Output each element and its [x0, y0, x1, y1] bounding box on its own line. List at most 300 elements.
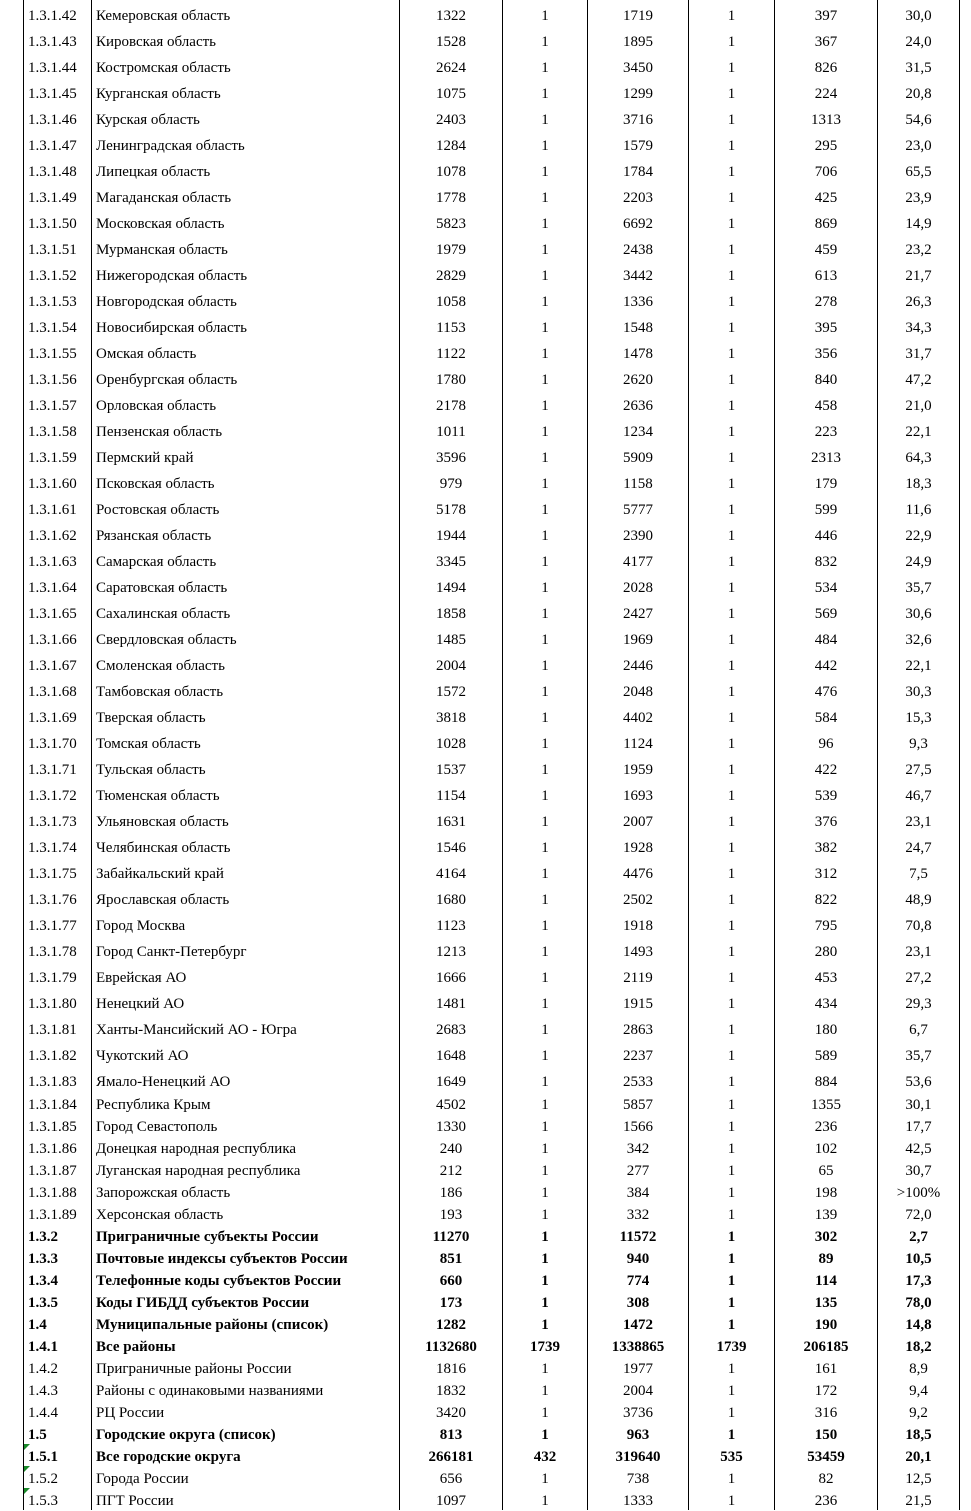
- comment-indicator-icon: [24, 1444, 30, 1450]
- cell-count-2-text: 2636: [623, 398, 653, 414]
- cell-diff-text: 458: [814, 398, 838, 414]
- cell-name-text: Запорожская область: [96, 1185, 231, 1201]
- cell-diff-text: 826: [814, 60, 838, 76]
- cell-count-1: [400, 988, 503, 1014]
- cell-percent-text: 18,2: [905, 1339, 932, 1355]
- cell-files-2: [689, 286, 775, 312]
- cell-name-text: Новгородская область: [96, 294, 237, 310]
- cell-count-2: [588, 962, 689, 988]
- cell-code-text: 1.3.1.65: [28, 606, 77, 622]
- table-row: [24, 1290, 960, 1312]
- cell-count-1: [400, 910, 503, 936]
- cell-files-2: [689, 1378, 775, 1400]
- cell-name: [92, 1378, 400, 1400]
- cell-files-1-text: 1: [541, 34, 549, 50]
- cell-files-1-text: 1: [541, 554, 549, 570]
- table-row: [24, 650, 960, 676]
- cell-count-1-text: 1282: [436, 1317, 466, 1333]
- cell-percent: [878, 728, 960, 754]
- cell-percent-text: 18,3: [905, 476, 932, 492]
- statistics-table: [23, 0, 960, 1510]
- cell-diff-text: 280: [814, 944, 838, 960]
- cell-files-1-text: 432: [533, 1449, 557, 1465]
- cell-count-1-text: 5823: [436, 216, 466, 232]
- cell-files-2-text: 1: [727, 1048, 736, 1064]
- cell-files-2: [689, 442, 775, 468]
- cell-name-text: Липецкая область: [96, 164, 211, 180]
- cell-count-2-text: 774: [626, 1273, 650, 1289]
- cell-files-2: [689, 78, 775, 104]
- cell-files-2-text: 1: [727, 710, 736, 726]
- cell-diff-text: 179: [814, 476, 838, 492]
- cell-percent-text: 23,1: [905, 814, 932, 830]
- cell-code: [24, 130, 92, 156]
- cell-name: [92, 546, 400, 572]
- cell-files-2: [689, 416, 775, 442]
- cell-percent-text: 31,5: [905, 60, 932, 76]
- cell-files-1: [503, 234, 588, 260]
- cell-files-2-text: 1: [727, 1383, 736, 1399]
- cell-code: [24, 1488, 92, 1510]
- cell-files-2-text: 1: [727, 762, 736, 778]
- cell-code: [24, 416, 92, 442]
- cell-count-2-text: 3716: [623, 112, 653, 128]
- cell-count-2: [588, 806, 689, 832]
- cell-percent: [878, 1488, 960, 1510]
- cell-percent-text: 21,5: [905, 1493, 932, 1509]
- cell-count-1: [400, 130, 503, 156]
- cell-diff: [775, 1290, 878, 1312]
- cell-files-1-text: 1: [541, 814, 549, 830]
- cell-percent-text: 30,7: [905, 1163, 932, 1179]
- cell-percent-text: 23,2: [905, 242, 932, 258]
- cell-code-text: 1.3.1.82: [28, 1048, 77, 1064]
- cell-count-1-text: 1481: [436, 996, 466, 1012]
- cell-code-text: 1.5.2: [28, 1471, 58, 1487]
- cell-code: [24, 598, 92, 624]
- cell-files-2: [689, 754, 775, 780]
- cell-code: [24, 1312, 92, 1334]
- cell-percent: [878, 1092, 960, 1114]
- cell-count-1: [400, 936, 503, 962]
- cell-percent: [878, 1114, 960, 1136]
- cell-name-text: Почтовые индексы субъектов России: [96, 1251, 348, 1267]
- cell-count-1-text: 173: [439, 1295, 463, 1311]
- table-row: [24, 754, 960, 780]
- cell-name: [92, 312, 400, 338]
- cell-files-2: [689, 312, 775, 338]
- cell-count-2-text: 1918: [623, 918, 653, 934]
- cell-count-1: [400, 442, 503, 468]
- cell-name-text: Районы с одинаковыми названиями: [96, 1383, 324, 1399]
- cell-code-text: 1.3.1.56: [28, 372, 77, 388]
- cell-diff: [775, 130, 878, 156]
- cell-percent-text: 32,6: [905, 632, 932, 648]
- cell-count-2: [588, 312, 689, 338]
- cell-diff: [775, 1422, 878, 1444]
- cell-count-2-text: 1124: [623, 736, 653, 752]
- cell-code: [24, 390, 92, 416]
- cell-name-text: Костромская область: [96, 60, 231, 76]
- cell-files-1-text: 1: [541, 866, 549, 882]
- cell-diff-text: 150: [814, 1427, 838, 1443]
- cell-code: [24, 832, 92, 858]
- cell-name: [92, 1158, 400, 1180]
- cell-code: [24, 1114, 92, 1136]
- cell-files-1-text: 1: [541, 294, 549, 310]
- cell-files-1: [503, 1444, 588, 1466]
- cell-name: [92, 520, 400, 546]
- cell-name: [92, 494, 400, 520]
- cell-files-2: [689, 858, 775, 884]
- cell-name: [92, 728, 400, 754]
- cell-files-2: [689, 546, 775, 572]
- cell-percent: [878, 1422, 960, 1444]
- cell-code-text: 1.3.1.84: [28, 1097, 77, 1113]
- table-row: [24, 260, 960, 286]
- cell-percent-text: 21,0: [905, 398, 932, 414]
- cell-count-1-text: 4164: [436, 866, 466, 882]
- cell-diff: [775, 988, 878, 1014]
- cell-count-1-text: 193: [439, 1207, 463, 1223]
- cell-percent-text: 30,3: [905, 684, 932, 700]
- cell-code: [24, 104, 92, 130]
- cell-diff-text: 223: [814, 424, 838, 440]
- cell-files-1: [503, 624, 588, 650]
- cell-count-2-text: 308: [626, 1295, 650, 1311]
- cell-name-text: Тверская область: [96, 710, 206, 726]
- table-row: [24, 1224, 960, 1246]
- cell-files-2-text: 1: [727, 1141, 736, 1157]
- cell-name-text: Ханты-Мансийский АО - Югра: [96, 1022, 297, 1038]
- cell-count-1: [400, 1378, 503, 1400]
- cell-percent-text: 10,5: [905, 1251, 932, 1267]
- cell-files-2-text: 1: [727, 632, 736, 648]
- cell-diff-text: 840: [814, 372, 838, 388]
- cell-files-2-text: 1: [727, 268, 736, 284]
- cell-count-2: [588, 988, 689, 1014]
- cell-files-1: [503, 1180, 588, 1202]
- cell-diff-text: 453: [814, 970, 838, 986]
- cell-count-1-text: 1078: [436, 164, 466, 180]
- cell-name-text: Все городские округа: [96, 1449, 241, 1465]
- cell-files-2-text: 1: [727, 242, 736, 258]
- cell-diff-text: 135: [814, 1295, 838, 1311]
- cell-files-1: [503, 104, 588, 130]
- cell-count-1-text: 1648: [436, 1048, 466, 1064]
- cell-count-1-text: 2004: [436, 658, 466, 674]
- cell-name: [92, 702, 400, 728]
- cell-diff-text: 161: [814, 1361, 838, 1377]
- cell-count-1: [400, 572, 503, 598]
- cell-count-2: [588, 624, 689, 650]
- cell-files-1-text: 1: [541, 216, 549, 232]
- cell-files-2-text: 1: [727, 190, 736, 206]
- table-row: [24, 182, 960, 208]
- cell-files-2: [689, 832, 775, 858]
- table-row: [24, 1466, 960, 1488]
- cell-count-1-text: 1058: [436, 294, 466, 310]
- cell-files-2: [689, 1334, 775, 1356]
- cell-count-2-text: 1478: [623, 346, 653, 362]
- cell-percent: [878, 338, 960, 364]
- cell-code-text: 1.3.1.45: [28, 86, 77, 102]
- cell-count-2-text: 342: [626, 1141, 650, 1157]
- table-row: [24, 156, 960, 182]
- cell-name: [92, 1356, 400, 1378]
- cell-percent: [878, 1202, 960, 1224]
- cell-code-text: 1.3.1.86: [28, 1141, 77, 1157]
- cell-count-1-text: 1284: [436, 138, 466, 154]
- cell-count-1-text: 660: [439, 1273, 463, 1289]
- cell-files-2-text: 1: [727, 1427, 736, 1443]
- cell-files-2: [689, 1488, 775, 1510]
- cell-count-2: [588, 52, 689, 78]
- cell-name-text: Кемеровская область: [96, 8, 231, 24]
- cell-files-1: [503, 1066, 588, 1092]
- cell-diff-text: 434: [814, 996, 838, 1012]
- cell-diff-text: 224: [814, 86, 838, 102]
- cell-files-1-text: 1: [541, 372, 549, 388]
- cell-code: [24, 1268, 92, 1290]
- cell-percent-text: 53,6: [905, 1074, 932, 1090]
- cell-code: [24, 494, 92, 520]
- cell-count-1-text: 1537: [436, 762, 466, 778]
- table-row: [24, 338, 960, 364]
- cell-files-1-text: 1: [541, 892, 549, 908]
- cell-count-1: [400, 1246, 503, 1268]
- cell-files-1: [503, 806, 588, 832]
- cell-name-text: Донецкая народная республика: [96, 1141, 297, 1157]
- cell-code: [24, 286, 92, 312]
- cell-code-text: 1.3.1.80: [28, 996, 77, 1012]
- cell-count-2: [588, 260, 689, 286]
- cell-files-2: [689, 1224, 775, 1246]
- cell-percent: [878, 182, 960, 208]
- cell-count-1-text: 1154: [436, 788, 466, 804]
- cell-code-text: 1.3.1.68: [28, 684, 77, 700]
- cell-diff: [775, 286, 878, 312]
- cell-diff: [775, 572, 878, 598]
- cell-name-text: Херсонская область: [96, 1207, 224, 1223]
- cell-files-1-text: 1: [541, 1163, 549, 1179]
- table-row: [24, 494, 960, 520]
- table-row: [24, 728, 960, 754]
- cell-files-1-text: 1: [541, 918, 549, 934]
- cell-code-text: 1.3.1.47: [28, 138, 77, 154]
- cell-count-1: [400, 26, 503, 52]
- cell-files-1: [503, 572, 588, 598]
- cell-count-2: [588, 1158, 689, 1180]
- cell-name-text: Самарская область: [96, 554, 217, 570]
- cell-percent-text: 72,0: [905, 1207, 932, 1223]
- cell-count-1-text: 1546: [436, 840, 466, 856]
- cell-files-2-text: 1: [727, 1251, 736, 1267]
- cell-files-2: [689, 1290, 775, 1312]
- cell-files-1: [503, 1378, 588, 1400]
- cell-files-2: [689, 1136, 775, 1158]
- cell-files-2-text: 1: [727, 866, 736, 882]
- cell-files-2-text: 1: [727, 606, 736, 622]
- cell-diff-text: 102: [814, 1141, 838, 1157]
- cell-count-1: [400, 234, 503, 260]
- cell-diff-text: 613: [814, 268, 838, 284]
- cell-name: [92, 1136, 400, 1158]
- cell-files-2: [689, 1466, 775, 1488]
- cell-diff: [775, 1246, 878, 1268]
- cell-count-2: [588, 1312, 689, 1334]
- cell-code-text: 1.4.1: [28, 1339, 58, 1355]
- cell-count-2: [588, 1466, 689, 1488]
- cell-count-2: [588, 156, 689, 182]
- cell-name: [92, 52, 400, 78]
- cell-diff-text: 376: [814, 814, 838, 830]
- cell-files-1-text: 1: [541, 788, 549, 804]
- cell-name-text: ПГТ России: [96, 1493, 174, 1509]
- cell-name: [92, 1312, 400, 1334]
- cell-code-text: 1.3.1.52: [28, 268, 77, 284]
- cell-count-2-text: 1928: [623, 840, 653, 856]
- cell-percent: [878, 1290, 960, 1312]
- cell-count-1-text: 2624: [436, 60, 466, 76]
- comment-indicator-icon: [24, 1488, 30, 1494]
- cell-files-1: [503, 130, 588, 156]
- cell-files-1: [503, 728, 588, 754]
- cell-percent: [878, 676, 960, 702]
- cell-percent: [878, 650, 960, 676]
- cell-percent: [878, 624, 960, 650]
- table-row: [24, 676, 960, 702]
- cell-files-1-text: 1: [541, 1097, 549, 1113]
- cell-files-1-text: 1: [541, 1074, 549, 1090]
- cell-count-1: [400, 676, 503, 702]
- cell-name-text: Саратовская область: [96, 580, 228, 596]
- cell-percent: [878, 156, 960, 182]
- cell-count-2: [588, 1066, 689, 1092]
- cell-diff: [775, 26, 878, 52]
- table-row: [24, 910, 960, 936]
- cell-count-2: [588, 728, 689, 754]
- cell-diff-text: 206185: [803, 1339, 849, 1355]
- cell-count-1-text: 1944: [436, 528, 466, 544]
- cell-count-2: [588, 1334, 689, 1356]
- cell-percent-text: 70,8: [905, 918, 932, 934]
- cell-diff-text: 569: [814, 606, 838, 622]
- cell-files-2-text: 1: [727, 1022, 736, 1038]
- cell-code: [24, 1136, 92, 1158]
- cell-name: [92, 260, 400, 286]
- cell-count-2-text: 5777: [623, 502, 653, 518]
- cell-code-text: 1.3.1.87: [28, 1163, 77, 1179]
- cell-count-2-text: 1566: [623, 1119, 653, 1135]
- cell-files-2-text: 1: [727, 840, 736, 856]
- cell-diff: [775, 910, 878, 936]
- cell-count-1-text: 979: [439, 476, 463, 492]
- cell-files-1: [503, 988, 588, 1014]
- cell-diff-text: 397: [814, 8, 838, 24]
- cell-percent-text: 54,6: [905, 112, 932, 128]
- cell-name: [92, 858, 400, 884]
- cell-code-text: 1.3.1.43: [28, 34, 77, 50]
- cell-count-1: [400, 338, 503, 364]
- cell-percent: [878, 416, 960, 442]
- cell-files-2-text: 1: [727, 1405, 736, 1421]
- cell-percent: [878, 702, 960, 728]
- cell-percent: [878, 520, 960, 546]
- cell-count-1-text: 1494: [436, 580, 466, 596]
- cell-diff-text: 425: [814, 190, 838, 206]
- cell-percent-text: 9,2: [909, 1405, 928, 1421]
- table-row: [24, 962, 960, 988]
- table-row: [24, 780, 960, 806]
- cell-code-text: 1.3.5: [28, 1295, 58, 1311]
- cell-files-2: [689, 0, 775, 26]
- cell-percent-text: 26,3: [905, 294, 932, 310]
- cell-count-2-text: 2004: [623, 1383, 653, 1399]
- cell-files-2-text: 1: [727, 112, 736, 128]
- table-row: [24, 1400, 960, 1422]
- cell-count-2-text: 1895: [623, 34, 653, 50]
- cell-code: [24, 936, 92, 962]
- cell-files-2-text: 1: [727, 34, 736, 50]
- cell-code: [24, 1246, 92, 1268]
- cell-files-1-text: 1: [541, 476, 549, 492]
- cell-files-1: [503, 832, 588, 858]
- cell-files-2: [689, 1066, 775, 1092]
- cell-name: [92, 416, 400, 442]
- cell-count-2-text: 738: [626, 1471, 650, 1487]
- cell-percent: [878, 962, 960, 988]
- cell-code-text: 1.5.3: [28, 1493, 58, 1509]
- cell-files-2: [689, 1356, 775, 1378]
- cell-code: [24, 754, 92, 780]
- cell-diff-text: 172: [814, 1383, 838, 1399]
- cell-count-2: [588, 884, 689, 910]
- cell-files-1: [503, 754, 588, 780]
- cell-count-1: [400, 520, 503, 546]
- table-row: [24, 1158, 960, 1180]
- cell-percent: [878, 780, 960, 806]
- cell-percent-text: 2,7: [909, 1229, 928, 1245]
- cell-count-1: [400, 546, 503, 572]
- cell-files-2: [689, 338, 775, 364]
- cell-name: [92, 806, 400, 832]
- cell-diff: [775, 260, 878, 286]
- cell-count-2: [588, 572, 689, 598]
- cell-code: [24, 312, 92, 338]
- cell-files-1: [503, 936, 588, 962]
- cell-files-1: [503, 1114, 588, 1136]
- cell-files-2-text: 1: [727, 346, 736, 362]
- cell-diff-text: 869: [814, 216, 838, 232]
- cell-percent-text: 8,9: [909, 1361, 928, 1377]
- cell-code-text: 1.3.1.46: [28, 112, 77, 128]
- cell-diff: [775, 1400, 878, 1422]
- cell-diff-text: 312: [814, 866, 838, 882]
- cell-diff: [775, 1312, 878, 1334]
- cell-diff-text: 395: [814, 320, 838, 336]
- cell-code: [24, 884, 92, 910]
- cell-percent-text: 78,0: [905, 1295, 932, 1311]
- cell-count-1-text: 1979: [436, 242, 466, 258]
- cell-diff-text: 278: [814, 294, 838, 310]
- cell-count-1: [400, 286, 503, 312]
- cell-name-text: Ямало-Ненецкий АО: [96, 1074, 231, 1090]
- cell-code-text: 1.3.1.74: [28, 840, 77, 856]
- cell-diff-text: 316: [814, 1405, 838, 1421]
- cell-percent: [878, 286, 960, 312]
- cell-count-1: [400, 104, 503, 130]
